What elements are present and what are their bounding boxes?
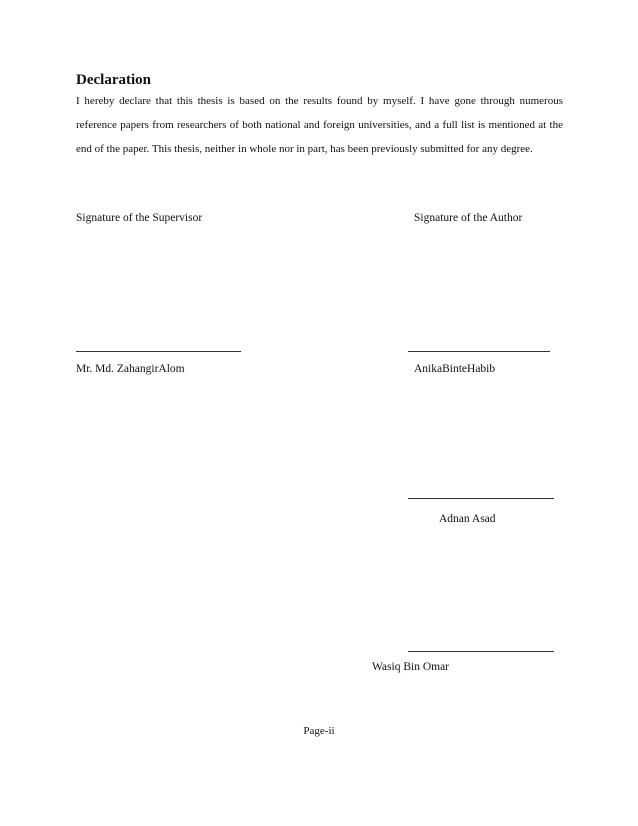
- author3-signature-line: [408, 651, 554, 652]
- author2-signature-line: [408, 498, 554, 499]
- declaration-heading: Declaration: [76, 72, 151, 88]
- supervisor-signature-line: [76, 351, 241, 352]
- supervisor-signature-label: Signature of the Supervisor: [76, 212, 203, 224]
- author-name-2: Adnan Asad: [439, 513, 496, 525]
- author-name-3: Wasiq Bin Omar: [372, 661, 450, 673]
- supervisor-name: Mr. Md. ZahangirAlom: [76, 363, 185, 375]
- author1-signature-line: [408, 351, 550, 352]
- author-name-1: AnikaBinteHabib: [414, 363, 496, 375]
- author-signature-label: Signature of the Author: [414, 212, 523, 224]
- declaration-paragraph: I hereby declare that this thesis is based on the results found by myself. I have gone through numerous reference papers from researchers of both national and foreign universities, and a full list is mentioned at the end of the paper. This thesis, neither in whole nor in part, has been previously submitted for any degree.: [76, 95, 563, 155]
- page-number: Page-ii: [303, 725, 335, 737]
